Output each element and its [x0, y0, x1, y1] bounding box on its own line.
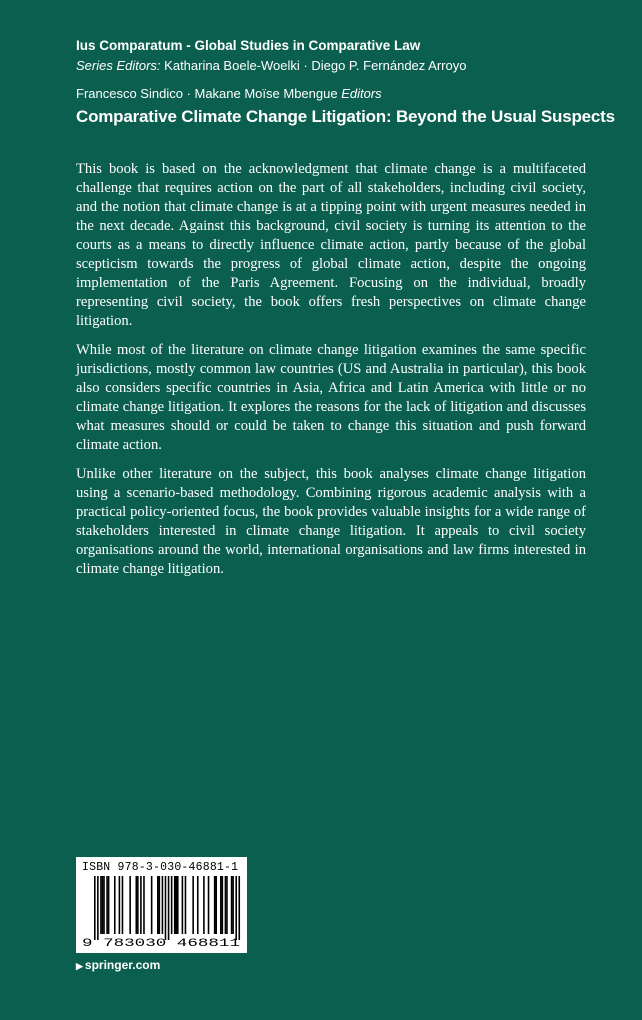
barcode-bar — [203, 876, 205, 934]
barcode-bar — [226, 876, 228, 934]
barcode-bar — [102, 876, 104, 934]
book-editors-label: Editors — [341, 86, 382, 101]
book-title: Comparative Climate Change Litigation: Beyond the Usual Suspects — [76, 107, 615, 126]
barcode-bar — [140, 876, 142, 934]
barcode-bar — [119, 876, 121, 934]
publisher-link[interactable] — [76, 958, 160, 973]
barcode-bar — [177, 876, 179, 934]
barcode-bar — [137, 876, 139, 934]
barcode-bar — [215, 876, 217, 934]
barcode-bar — [185, 876, 187, 934]
barcode-bar — [165, 876, 167, 940]
barcode-bar — [135, 876, 137, 934]
barcode-bar — [225, 876, 227, 934]
barcode-bar — [106, 876, 108, 934]
series-editors: Katharina Boele-Woelki · Diego P. Fernández Arroyo — [164, 58, 467, 73]
barcode-bar — [231, 876, 233, 934]
barcode-bar — [174, 876, 176, 934]
barcode-bar — [108, 876, 110, 934]
barcode-bar — [222, 876, 224, 934]
barcode-bar — [182, 876, 184, 934]
barcode-bar — [114, 876, 116, 934]
blurb-paragraph: This book is based on the acknowledgment that climate change is a multifaceted challenge that requires action on the part of all stakeholders, including civil society, and the notion that climate change is at a tipping point with urgent measures needed in the next decade. Against this background, civil society is turning its attention to the courts as a means to directly influence climate action, partly because of the global scepticism towards the progress of global climate action, despite the ongoing implementation of the Paris Agreement. Focusing on the individual, broadly representing civil society, the book offers fresh perspectives on climate change litigation. — [76, 161, 586, 329]
barcode-bar — [94, 876, 96, 940]
barcode-bar — [100, 876, 102, 934]
blurb-paragraph: Unlike other literature on the subject, this book analyses climate change litigation using a scenario-based methodology. Combining rigorous academic analysis with a practical policy-oriented focus, the book provides valuable insights for a wide range of stakeholders interested in climate change litigation. It appeals to civil society organisations around the world, international organisations and law firms interested in climate change litigation. — [76, 466, 586, 577]
barcode-bar — [162, 876, 164, 934]
barcode-bar — [197, 876, 199, 934]
barcode-bar — [232, 876, 234, 934]
series-editors-line — [76, 56, 466, 76]
barcode-bar — [235, 876, 237, 940]
barcode-bar — [159, 876, 161, 934]
barcode-bar — [97, 876, 99, 940]
series-editors-label: Series Editors: — [76, 58, 161, 73]
barcode-bar — [143, 876, 145, 934]
isbn-text: ISBN 978-3-030-46881-1 — [82, 861, 239, 874]
barcode-bar — [192, 876, 194, 934]
series-info — [76, 36, 466, 76]
barcode-bar — [129, 876, 131, 934]
barcode-bar — [214, 876, 216, 934]
publisher-url: springer.com — [84, 958, 161, 972]
barcode-bar — [175, 876, 177, 934]
barcode-bar — [168, 876, 170, 940]
barcode-bar — [220, 876, 222, 934]
barcode-bar — [103, 876, 105, 934]
barcode-bar — [122, 876, 124, 934]
barcode-bar — [238, 876, 240, 940]
book-editors: Francesco Sindico · Makane Moïse Mbengue — [76, 86, 338, 101]
triangle-right-icon: ▶ — [76, 961, 83, 971]
barcode-bar — [171, 876, 173, 934]
blurb-text — [76, 160, 586, 589]
book-editors-line — [76, 85, 382, 103]
barcode-bar — [157, 876, 159, 934]
barcode-bar — [208, 876, 210, 934]
isbn-barcode — [76, 857, 247, 953]
barcode-graphic — [82, 876, 241, 950]
barcode-digits: 9 783030 468811 — [82, 938, 241, 950]
series-name: Ius Comparatum - Global Studies in Comparative Law — [76, 38, 421, 53]
barcode-bar — [151, 876, 153, 934]
blurb-paragraph: While most of the literature on climate change litigation examines the same specific jurisdictions, mostly common law countries (US and Australia in particular), this book also considers specific countries in Asia, Africa and Latin America with little or no climate change litigation. It explores the reasons for the lack of litigation and discusses what measures should or could be taken to change this situation and push forward climate action. — [76, 342, 586, 453]
